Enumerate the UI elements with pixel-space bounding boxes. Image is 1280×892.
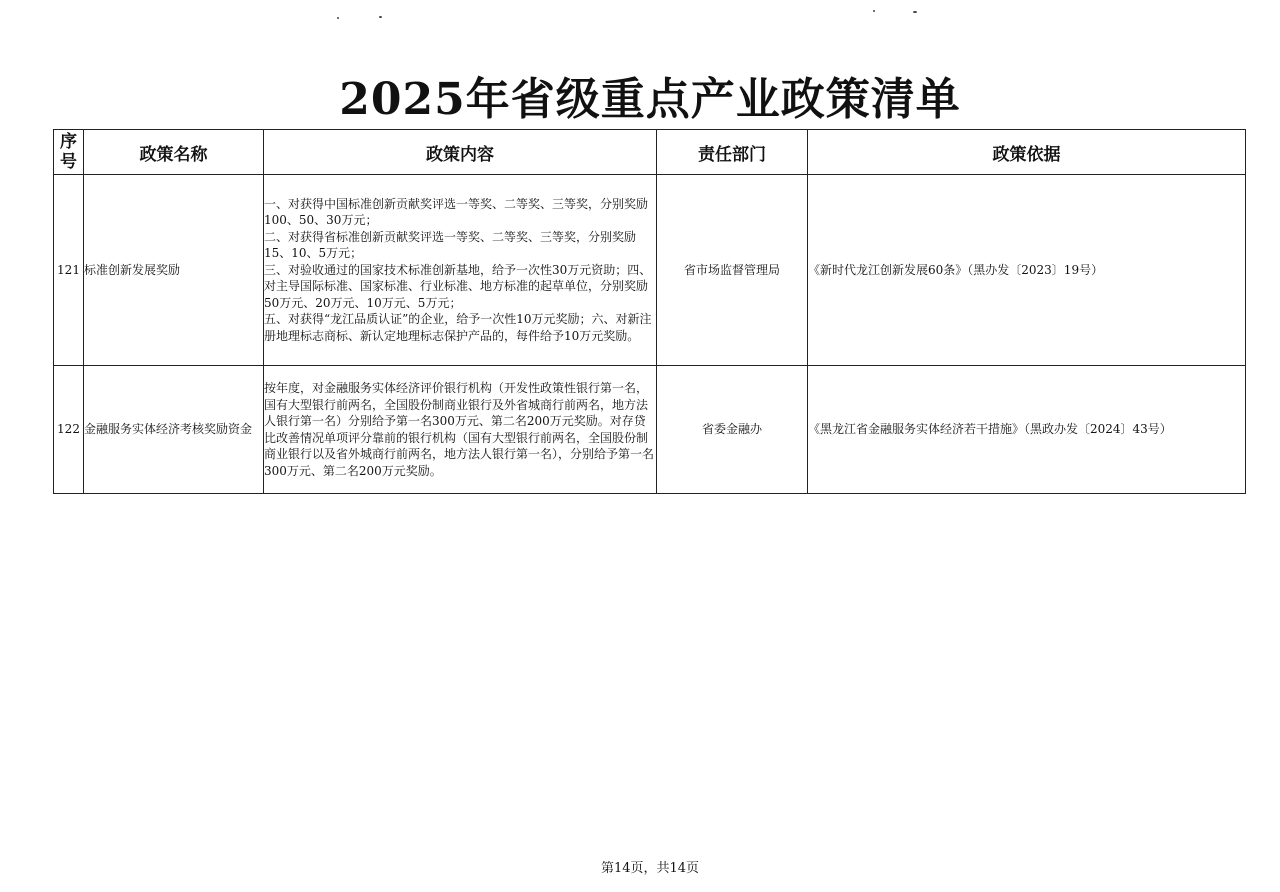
scan-speck [873,10,875,12]
row-department: 省市场监督管理局 [657,175,808,366]
header-content: 政策内容 [264,130,657,175]
header-no [54,130,84,175]
header-basis: 政策依据 [808,130,1246,175]
scan-speck [913,11,917,13]
header-dept: 责任部门 [657,130,808,175]
page-number: 第14页，共14页 [600,861,700,876]
row-department: 省委金融办 [657,366,808,494]
table-header-row [54,130,1246,175]
table-row [54,366,1246,494]
header-no-label: 序号 [60,132,77,172]
row-policy-basis: 《黑龙江省金融服务实体经济若干措施》（黑政办发〔2024〕43号） [808,366,1246,494]
row-policy-name: 标准创新发展奖励 [84,175,264,366]
row-policy-content: 一、对获得中国标准创新贡献奖评选一等奖、二等奖、三等奖，分别奖励100、50、30万元； 二、对获得省标准创新贡献奖评选一等奖、二等奖、三等奖，分别奖励15、10、5万元； 三、对验收通过的国家技术标准创新基地，给予一次性30万元资助；四、对主导国际标准、国家标准、行业标准、地方标准的起草单位，分别奖励50万元、20万元、10万元、5万元； 五、对获得“龙江品质认证”的企业，给予一次性10万元奖励；六、对新注册地理标志商标、新认定地理标志保护产品的，每件给予10万元奖励。 [264,175,657,366]
row-policy-basis: 《新时代龙江创新发展60条》（黑办发〔2023〕19号） [808,175,1246,366]
row-no: 121 [54,175,84,366]
header-name: 政策名称 [84,130,264,175]
scan-speck [379,16,382,18]
policy-table [53,129,1246,494]
scan-speck [337,17,339,19]
row-no: 122 [54,366,84,494]
document-title: 2025年省级重点产业政策清单 [339,74,961,125]
row-policy-content: 按年度，对金融服务实体经济评价银行机构（开发性政策性银行第一名，国有大型银行前两名，全国股份制商业银行及外省城商行前两名，地方法人银行第一名）分别给予第一名300万元、第二名200万元奖励。对存贷比改善情况单项评分靠前的银行机构（国有大型银行前两名，全国股份制商业银行以及省外城商行前两名，地方法人银行第一名），分别给予第一名300万元、第二名200万元奖励。 [264,366,657,494]
row-policy-name: 金融服务实体经济考核奖励资金 [84,366,264,494]
table-row [54,175,1246,366]
